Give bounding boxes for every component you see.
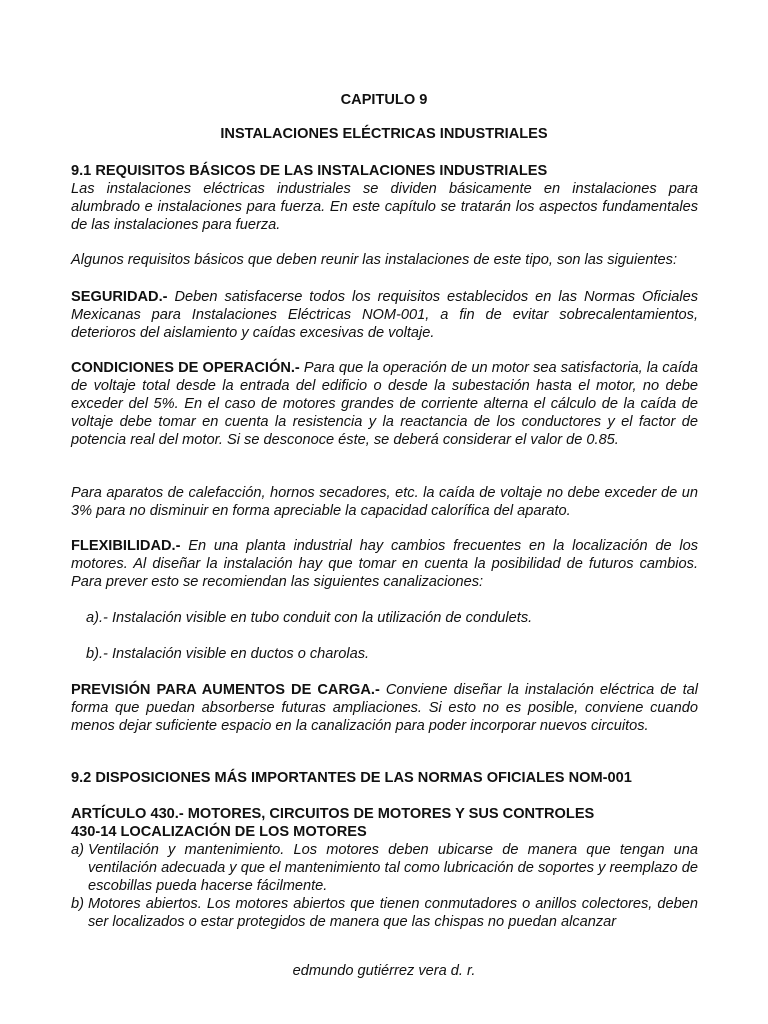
- calefaccion-paragraph: Para aparatos de calefacción, hornos secadores, etc. la caída de voltaje no debe exceder de un 3% para no disminuir en forma apreciable la capacidad calorífica del aparato.: [71, 485, 698, 519]
- seguridad-text: Deben satisfacerse todos los requisitos establecidos en las Normas Oficiales Mexicanas para Instalaciones Eléctricas NOM-001, a fin de evitar sobrecalentamientos, deterioros del aislamiento y caídas excesivas de voltaje.: [71, 289, 698, 341]
- chapter-label: CAPITULO 9: [340, 92, 428, 108]
- requirements-intro: Algunos requisitos básicos que deben reunir las instalaciones de este tipo, son las siguientes:: [71, 252, 678, 268]
- list-item: [71, 842, 698, 896]
- prevision-text: Conviene diseñar la instalación eléctrica de tal forma que puedan absorberse futuras ampliaciones. Si esto no es posible, conviene cuando menos dejar suficiente espacio en la canalización para poder incorporar nuevos circuitos.: [71, 682, 699, 734]
- seguridad-paragraph: [71, 289, 698, 343]
- section-heading-9-2: 9.2 DISPOSICIONES MÁS IMPORTANTES DE LAS NORMAS OFICIALES NOM-001: [71, 770, 632, 786]
- list-item: [71, 896, 698, 932]
- canalizacion-item-a: a).- Instalación visible en tubo conduit con la utilización de condulets.: [86, 610, 533, 626]
- seguridad-term: SEGURIDAD.-: [71, 289, 168, 305]
- list-item-label: a): [71, 842, 84, 858]
- flexibilidad-paragraph: [71, 538, 698, 592]
- canalizacion-item-b: b).- Instalación visible en ductos o charolas.: [86, 646, 370, 662]
- condiciones-term: CONDICIONES DE OPERACIÓN.-: [71, 360, 300, 376]
- list-item-label: b): [71, 895, 84, 912]
- article-430-heading: ARTÍCULO 430.- MOTORES, CIRCUITOS DE MOTORES Y SUS CONTROLES: [71, 806, 595, 822]
- page-footer: edmundo gutiérrez vera d. r.: [292, 963, 476, 979]
- list-item-text: Ventilación y mantenimiento. Los motores deben ubicarse de manera que tengan una ventilación adecuada y que el mantenimiento tal como lubricación de soportes y reemplazo de escobillas pueda hacerse fácilmente.: [88, 842, 698, 894]
- section-intro-paragraph: Las instalaciones eléctricas industriales se dividen básicamente en instalaciones para alumbrado e instalaciones para fuerza. En este capítulo se tratarán los aspectos fundamentales de las instalaciones para fuerza.: [71, 181, 698, 233]
- section-heading-9-1: 9.1 REQUISITOS BÁSICOS DE LAS INSTALACIONES INDUSTRIALES: [71, 163, 548, 179]
- motor-location-list: [71, 842, 698, 932]
- prevision-paragraph: [71, 682, 698, 736]
- flexibilidad-text: En una planta industrial hay cambios frecuentes en la localización de los motores. Al diseñar la instalación hay que tomar en cuenta la posibilidad de futuros cambios. Para prever esto se recomiendan las siguientes canalizaciones:: [71, 538, 699, 590]
- chapter-title: INSTALACIONES ELÉCTRICAS INDUSTRIALES: [220, 126, 548, 142]
- condiciones-text: Para que la operación de un motor sea satisfactoria, la caída de voltaje total desde la entrada del edificio o desde la subestación hasta el motor, no debe exceder del 5%. En el caso de motores grandes de corriente alterna el cálculo de la caída de voltaje debe tomar en cuenta la resistencia y la reactancia de los conductores y el factor de potencia real del motor. Si se desconoce éste, se deberá considerar el valor de 0.85.: [71, 360, 698, 448]
- prevision-term: PREVISIÓN PARA AUMENTOS DE CARGA.-: [71, 682, 380, 698]
- subsection-430-14-heading: 430-14 LOCALIZACIÓN DE LOS MOTORES: [71, 824, 367, 840]
- flexibilidad-term: FLEXIBILIDAD.-: [71, 538, 181, 554]
- condiciones-paragraph: [71, 360, 698, 450]
- list-item-text: Motores abiertos. Los motores abiertos que tienen conmutadores o anillos colectores, deben ser localizados o estar protegidos de manera que las chispas no puedan alcanzar: [88, 895, 698, 930]
